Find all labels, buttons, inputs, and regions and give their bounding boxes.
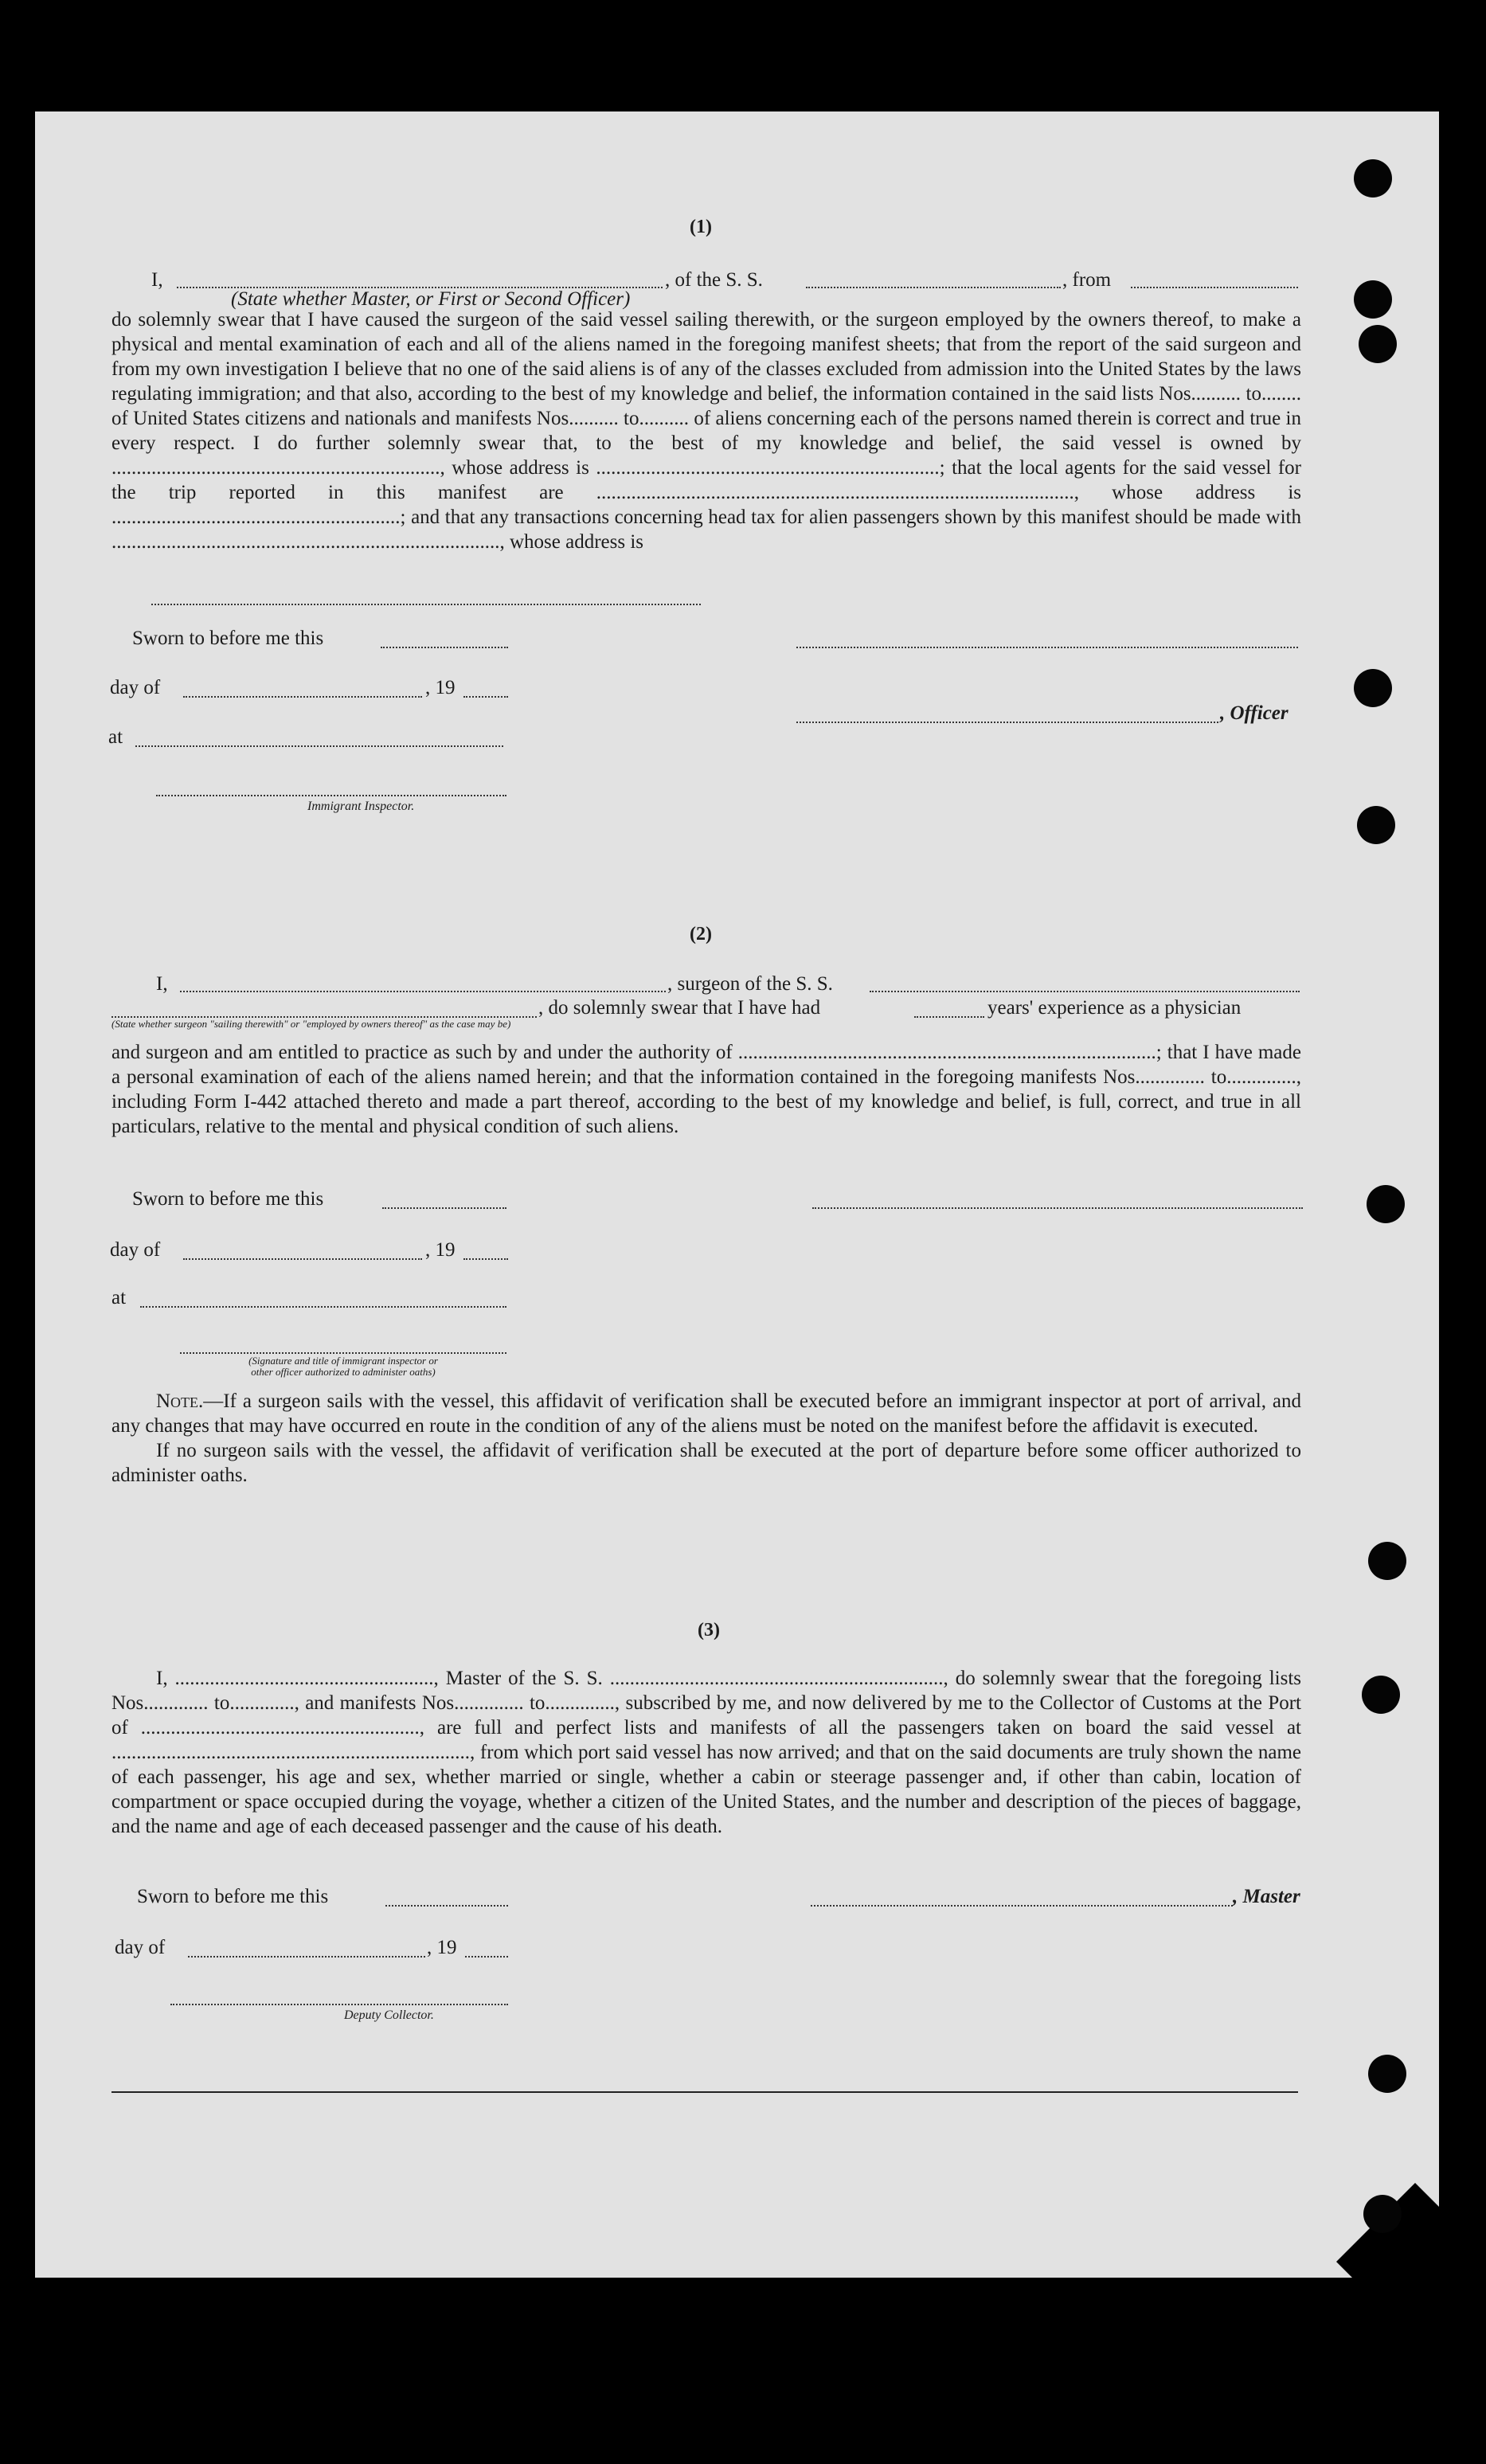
s1-sworn-date-field[interactable] xyxy=(381,647,508,648)
punch-hole xyxy=(1354,669,1392,707)
s2-day-label: day of xyxy=(110,1239,161,1261)
section-3-number: (3) xyxy=(698,1620,720,1641)
s2-surgeon-name-field[interactable] xyxy=(180,991,666,992)
punch-hole xyxy=(1354,159,1392,198)
bottom-rule xyxy=(111,2091,1298,2093)
s1-oath-text: do solemnly swear that I have caused the surgeon of the said vessel sailing therewith, or the surgeon employed by the owners thereof, to make a physical and mental examination of each and all of the aliens named in the foregoing manifest sheets; that from the report of the said surgeon and from my own investigation I believe that no one of the said aliens is of any of the classes excluded from admission into the United States by the laws regulating immigration; and that also, according to the best of my knowledge and belief, the information contained in the said lists Nos.......... to........ of United States citizens and nationals and manifests Nos.......... to.......... of aliens concerning each of the persons named therein is correct and true in every respect. I do further solemnly swear that, to the best of my knowledge and belief, the said vessel is owned by .................................................................., whose address is .....................................................................; that the local agents for the said vessel for the trip reported in this manifest are ................................................................................................, whose address is ..........................................................; and that any transactions concerning head tax for alien passengers shown by this manifest should be made with .............................................................................., whose address is xyxy=(111,309,1301,553)
s2-note-label: Note. xyxy=(156,1390,204,1412)
s2-line2-mid: , do solemnly swear that I have had xyxy=(538,997,821,1019)
s1-year-label: , 19 xyxy=(425,677,456,698)
section-2-body xyxy=(111,1040,1301,1139)
s3-master-label: , Master xyxy=(1233,1886,1300,1907)
s2-sig-note-2: other officer authorized to administer oaths) xyxy=(251,1366,436,1378)
punch-hole xyxy=(1367,1185,1405,1223)
s3-day-field[interactable] xyxy=(188,1956,425,1958)
s2-at-label: at xyxy=(111,1287,127,1308)
punch-hole xyxy=(1359,325,1397,363)
section-1-number: (1) xyxy=(690,217,712,237)
s2-line2-end: years' experience as a physician xyxy=(987,997,1242,1019)
s1-at-field[interactable] xyxy=(135,745,503,747)
s3-collector-label: Deputy Collector. xyxy=(344,2008,434,2022)
s1-vessel-field[interactable] xyxy=(806,287,1061,288)
s2-years-field[interactable] xyxy=(914,1016,984,1018)
s2-sworn-date-field[interactable] xyxy=(382,1207,506,1209)
s1-address-continuation xyxy=(151,604,701,605)
punch-hole xyxy=(1368,1542,1406,1580)
s3-collector-signature-field[interactable] xyxy=(170,2004,508,2005)
s2-note-text-2: If no surgeon sails with the vessel, the affidavit of verification shall be executed at the port of departure before some officer authorized to administer oaths. xyxy=(111,1440,1301,1486)
s2-inspector-note xyxy=(180,1355,506,1378)
s2-year-label: , 19 xyxy=(425,1239,456,1261)
s1-inspector-signature-field[interactable] xyxy=(156,795,506,796)
s2-status-note: (State whether surgeon "sailing therewith" or "employed by owners thereof" as the case may be) xyxy=(111,1018,511,1030)
s2-at-field[interactable] xyxy=(140,1306,506,1308)
punch-hole xyxy=(1368,2055,1406,2093)
s2-note xyxy=(111,1389,1301,1488)
s2-note-text: —If a surgeon sails with the vessel, this affidavit of verification shall be executed before an immigrant inspector at port of arrival, and any changes that may have occurred en route in the condition of any of the aliens must be noted on the manifest before the affidavit is executed. xyxy=(111,1390,1301,1437)
s3-master-signature-field[interactable] xyxy=(811,1905,1233,1907)
s2-day-field[interactable] xyxy=(183,1258,422,1260)
s1-officer-label: , Officer xyxy=(1220,702,1289,724)
s3-oath-text: I, ...................................................., Master of the S. S. ..................................................................., do solemnly swear that the foregoing lists Nos............. to............., and manifests Nos.............. to.............., subscribed by me, and now delivered by me to the Collector of Customs at the Port of ........................................................, are full and perfect lists and manifests of all the passengers taken on board the said vessel at ........................................................................, from which port said vessel has now arrived; and that on the said documents are truly shown the name of each passenger, his age and sex, whether married or single, whether a cabin or steerage passenger and, if other than cabin, location of compartment or space occupied during the voyage, whether a citizen of the United States, and the number and description of the pieces of baggage, and the name and age of each deceased passenger and the cause of his death. xyxy=(111,1668,1301,1837)
s2-sworn-label: Sworn to before me this xyxy=(132,1188,324,1210)
s3-day-label: day of xyxy=(115,1937,166,1958)
s1-line1-end: , from xyxy=(1062,269,1112,291)
s1-officer-signature-field[interactable] xyxy=(796,647,1298,648)
s1-day-label: day of xyxy=(110,677,161,698)
s1-day-field[interactable] xyxy=(183,696,422,698)
punch-hole xyxy=(1357,806,1395,844)
s1-at-label: at xyxy=(108,726,123,748)
section-1-body xyxy=(111,307,1301,554)
s2-inspector-signature-field[interactable] xyxy=(180,1352,506,1354)
s3-year-field[interactable] xyxy=(465,1956,508,1958)
s3-sworn-label: Sworn to before me this xyxy=(137,1886,329,1907)
punch-hole xyxy=(1363,2195,1402,2233)
s3-year-label: , 19 xyxy=(427,1937,457,1958)
s2-line1-prefix: I, xyxy=(156,973,168,995)
s2-year-field[interactable] xyxy=(463,1258,508,1260)
s1-officer-title-field[interactable] xyxy=(796,722,1218,723)
s1-sworn-label: Sworn to before me this xyxy=(132,628,324,649)
s1-line1-prefix: I, xyxy=(151,269,163,291)
section-3-body xyxy=(111,1666,1301,1839)
s3-sworn-date-field[interactable] xyxy=(385,1905,508,1907)
section-2-number: (2) xyxy=(690,924,712,945)
s1-inspector-label: Immigrant Inspector. xyxy=(307,800,415,813)
punch-hole xyxy=(1354,280,1392,319)
s2-sig-note-1: (Signature and title of immigrant inspector or xyxy=(248,1355,438,1367)
s2-oath-text: and surgeon and am entitled to practice as such by and under the authority of ....................................................................................; that I have made a personal examination of each of the aliens named herein; and that the information contained in the foregoing manifests Nos.............. to.............., including Form I-442 attached thereto and made a part thereof, according to the best of my knowledge and belief, is full, correct, and true in all particulars, relative to the mental and physical condition of such aliens. xyxy=(111,1042,1301,1137)
s2-vessel-field[interactable] xyxy=(870,991,1300,992)
s2-line1-mid: , surgeon of the S. S. xyxy=(667,973,833,995)
s1-from-field[interactable] xyxy=(1131,287,1298,288)
s1-officer-note: (State whether Master, or First or Second Officer) xyxy=(231,288,631,310)
punch-hole xyxy=(1362,1676,1400,1714)
s1-year-field[interactable] xyxy=(463,696,508,698)
s2-surgeon-signature-field[interactable] xyxy=(812,1207,1303,1209)
s1-line1-mid: , of the S. S. xyxy=(665,269,763,291)
